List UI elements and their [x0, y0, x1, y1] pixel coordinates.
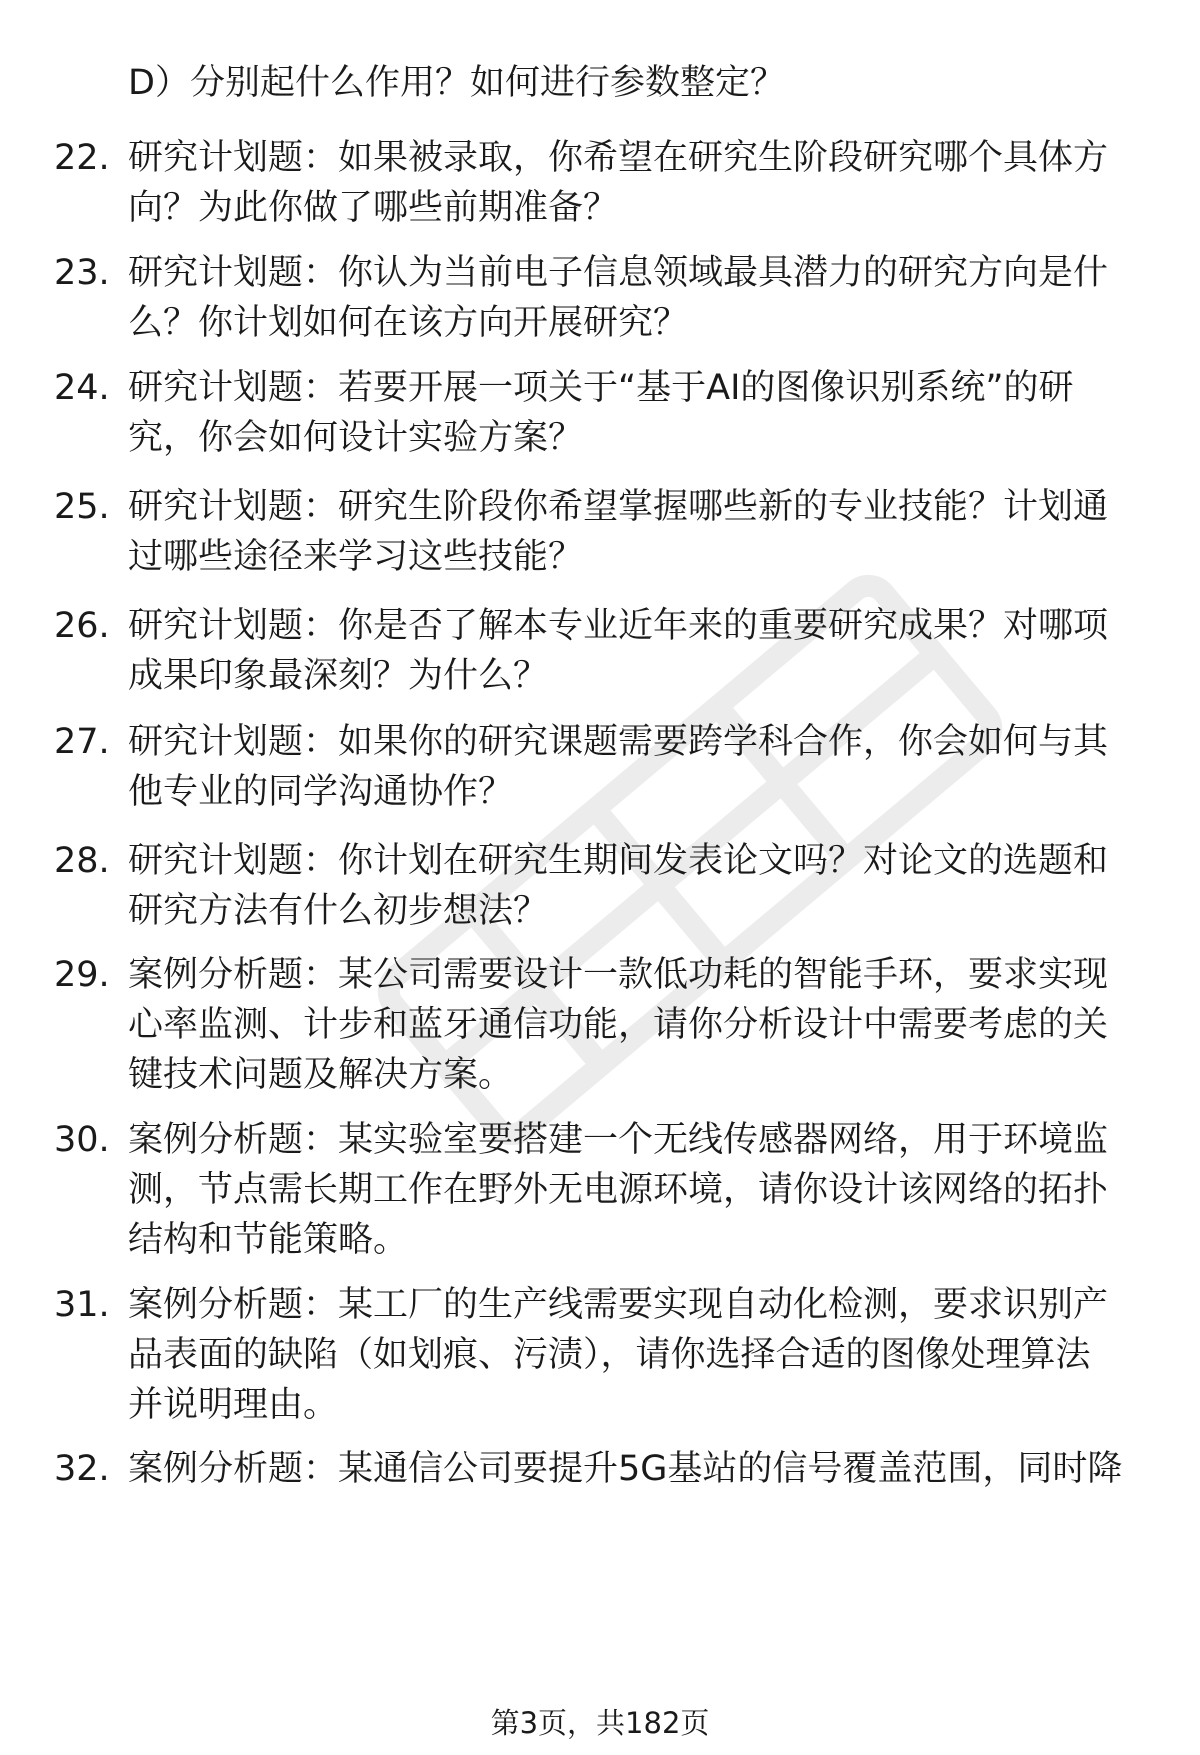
question-line: 过哪些途径来学习这些技能？ — [128, 537, 584, 577]
question-line: 并说明理由。 — [128, 1385, 339, 1425]
question-line: 研究计划题：如果你的研究课题需要跨学科合作，你会如何与其 — [128, 722, 1109, 762]
question-line: 案例分析题：某工厂的生产线需要实现自动化检测，要求识别产 — [128, 1285, 1109, 1325]
question-line: 研究计划题：你是否了解本专业近年来的重要研究成果？对哪项 — [128, 606, 1109, 646]
question-text — [128, 133, 1148, 233]
question-line: 么？你计划如何在该方向开展研究？ — [128, 303, 689, 343]
question-text — [128, 950, 1148, 1100]
continuation-line: D）分别起什么作用？如何进行参数整定？ — [128, 63, 785, 103]
question-number: 25. — [54, 487, 110, 527]
question-line: 结构和节能策略。 — [128, 1220, 409, 1260]
question-number: 31. — [54, 1285, 110, 1325]
question-text — [128, 717, 1148, 817]
question-line: 研究计划题：若要开展一项关于“基于AI的图像识别系统”的研 — [128, 368, 1074, 408]
question-line: 成果印象最深刻？为什么？ — [128, 656, 549, 696]
question-number: 30. — [54, 1120, 110, 1160]
question-line: 他专业的同学沟通协作？ — [128, 772, 514, 812]
question-number: 29. — [54, 955, 110, 995]
question-text — [128, 363, 1148, 463]
question-line: 案例分析题：某公司需要设计一款低功耗的智能手环，要求实现 — [128, 955, 1109, 995]
question-number: 22. — [54, 138, 110, 178]
question-number: 23. — [54, 253, 110, 293]
question-line: 究，你会如何设计实验方案？ — [128, 418, 584, 458]
question-text — [128, 1444, 1148, 1494]
question-line: 研究计划题：如果被录取，你希望在研究生阶段研究哪个具体方 — [128, 138, 1109, 178]
question-number: 32. — [54, 1449, 110, 1489]
question-line: 案例分析题：某通信公司要提升5G基站的信号覆盖范围，同时降 — [128, 1449, 1123, 1489]
question-line: 研究计划题：你计划在研究生期间发表论文吗？对论文的选题和 — [128, 841, 1109, 881]
question-line: 研究计划题：研究生阶段你希望掌握哪些新的专业技能？计划通 — [128, 487, 1109, 527]
question-line: 心率监测、计步和蓝牙通信功能，请你分析设计中需要考虑的关 — [128, 1005, 1109, 1045]
question-text — [128, 1280, 1148, 1430]
question-text — [128, 836, 1148, 936]
question-line: 研究计划题：你认为当前电子信息领域最具潜力的研究方向是什 — [128, 253, 1109, 293]
question-line: 测，节点需长期工作在野外无电源环境，请你设计该网络的拓扑 — [128, 1170, 1109, 1210]
page-footer: 第3页，共182页 — [490, 1706, 710, 1740]
question-number: 28. — [54, 841, 110, 881]
question-number: 26. — [54, 606, 110, 646]
question-number: 24. — [54, 368, 110, 408]
question-text — [128, 482, 1148, 582]
question-line: 案例分析题：某实验室要搭建一个无线传感器网络，用于环境监 — [128, 1120, 1109, 1160]
question-text — [128, 601, 1148, 701]
question-text — [128, 248, 1148, 348]
question-number: 27. — [54, 722, 110, 762]
question-line: 键技术问题及解决方案。 — [128, 1055, 514, 1095]
question-line: 品表面的缺陷（如划痕、污渍），请你选择合适的图像处理算法 — [128, 1335, 1091, 1375]
question-line: 向？为此你做了哪些前期准备？ — [128, 188, 619, 228]
question-line: 研究方法有什么初步想法？ — [128, 891, 549, 931]
question-text — [128, 1115, 1148, 1265]
